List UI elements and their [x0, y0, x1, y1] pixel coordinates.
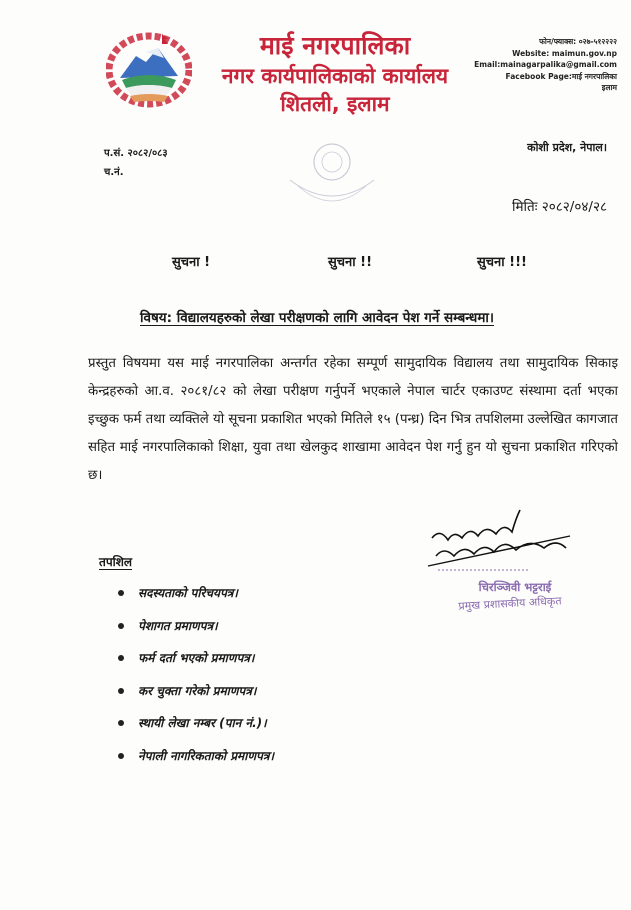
bullet-icon — [118, 655, 124, 661]
chalani-number: च.नं. — [104, 167, 124, 178]
list-item: स्थायी लेखा नम्बर (पान नं.)। — [118, 710, 274, 743]
bullet-icon — [118, 623, 124, 629]
website: Website: maimun.gov.np — [512, 48, 617, 58]
office-location: शितली, इलाम — [280, 92, 390, 116]
subject-line: विषय: विद्यालयहरुको लेखा परीक्षणको लागि आवेदन पेश गर्ने सम्बन्धमा। — [140, 310, 495, 326]
signatory-title: प्रमुख प्रशासकीय अधिकृत — [458, 594, 562, 613]
contact-info — [447, 36, 617, 94]
patra-sankhya: प.सं. २०८२/०८३ — [104, 148, 168, 159]
tapasil-heading: तपशिल — [99, 555, 133, 569]
province: कोशी प्रदेश, नेपाल। — [527, 141, 607, 154]
bullet-icon — [118, 720, 124, 726]
bullet-icon — [118, 688, 124, 694]
reference-numbers — [104, 144, 168, 182]
signatory-name: चिरञ्जिवी भट्टराई — [478, 580, 552, 594]
document-list — [118, 580, 274, 775]
list-item: नेपाली नागरिकताको प्रमाणपत्र। — [118, 743, 274, 776]
notice-heading-3: सुचना !!! — [477, 255, 527, 270]
notice-heading-2: सुचना !! — [328, 255, 373, 270]
list-item: फर्म दर्ता भएको प्रमाणपत्र। — [118, 645, 274, 678]
office-stamp-icon — [284, 140, 380, 216]
org-name: माई नगरपालिका — [259, 31, 411, 60]
list-item: पेशागत प्रमाणपत्र। — [118, 613, 274, 646]
org-heading — [200, 30, 470, 118]
body-paragraph: प्रस्तुत विषयमा यस माई नगरपालिका अन्तर्गत रहेका सम्पूर्ण सामुदायिक विद्यालय तथा सामुदायिक सिकाइ केन्द्रहरुको आ.व. २०८१/८२ को लेखा परीक्षण गर्नुपर्ने भएकाले नेपाल चार्टर एकाउण्ट संस्थामा दर्ता भएका इच्छुक फर्म तथा व्यक्तिले यो सूचना प्रकाशित भएको मितिले १५ (पन्ध्र) दिन भित्र तपशिलमा उल्लेखित कागजात सहित माई नगरपालिकाको शिक्षा, युवा तथा खेलकुद शाखामा आवेदन पेश गर्नु हुन यो सुचना प्रकाशित गरिएको छ। — [88, 356, 618, 483]
list-item: सदस्यताको परिचयपत्र। — [118, 580, 274, 613]
facebook-page: Facebook Page:माई नगरपालिका — [505, 71, 617, 81]
notice-heading-1: सुचना ! — [172, 255, 211, 270]
bullet-icon — [118, 590, 124, 596]
date: मितिः २०८२/०४/२८ — [511, 199, 607, 215]
phone-fax: फोन/फ्याक्स: ०२७-५१२२२२ — [539, 37, 617, 46]
list-item: कर चुक्ता गरेको प्रमाणपत्र। — [118, 678, 274, 711]
email: Email:mainagarpalika@gmail.com — [474, 60, 617, 69]
facebook-page-line2: इलाम — [601, 83, 617, 92]
office-name: नगर कार्यपालिकाको कार्यालय — [221, 64, 449, 88]
bullet-icon — [118, 753, 124, 759]
nepal-emblem-icon — [106, 30, 192, 108]
